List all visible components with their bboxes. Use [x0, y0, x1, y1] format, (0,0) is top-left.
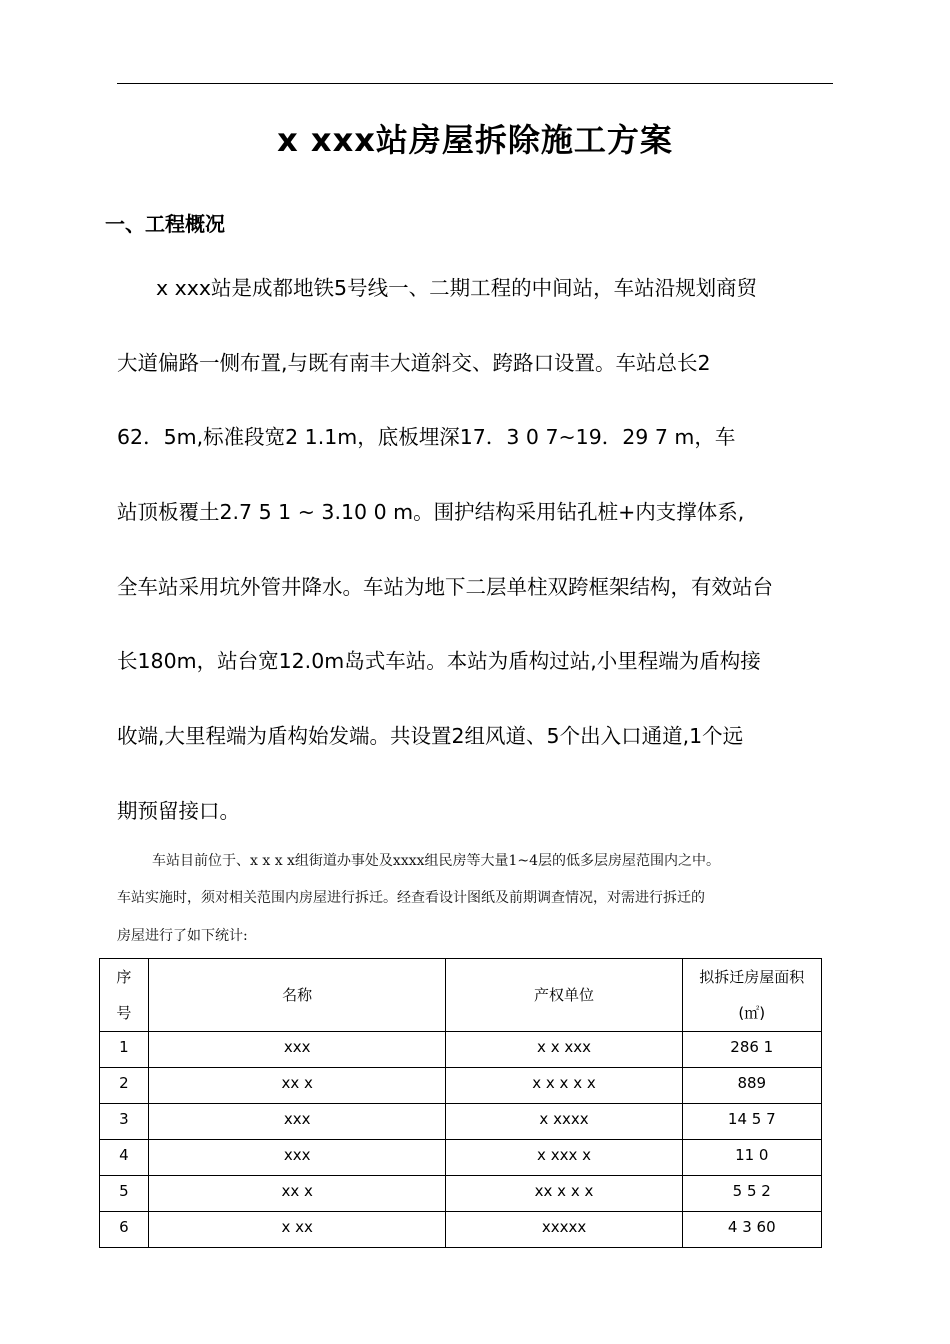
- cell-name: xx x: [148, 1176, 446, 1212]
- cell-owner: x xxxx: [446, 1104, 682, 1140]
- table-row: [100, 1140, 822, 1176]
- small-paragraph-line: 车站实施时，须对相关范围内房屋进行拆迁。经查看设计图纸及前期调查情况，对需进行拆迁的: [117, 890, 705, 906]
- paragraph-line: 62．5m,标准段宽2 1.1m，底板埋深17．3 0 7~19．29 7 m，车: [117, 425, 736, 449]
- paragraph-line: 全车站采用坑外管井降水。车站为地下二层单柱双跨框架结构，有效站台: [117, 575, 773, 599]
- cell-name: x xx: [148, 1212, 446, 1248]
- header-area: [682, 959, 821, 1032]
- cell-name: xxx: [148, 1032, 446, 1068]
- table-row: [100, 1212, 822, 1248]
- table-row: [100, 1032, 822, 1068]
- cell-index: 2: [100, 1068, 149, 1104]
- cell-index: 1: [100, 1032, 149, 1068]
- table-header-row: [100, 959, 822, 1032]
- cell-area: 4 3 60: [682, 1212, 821, 1248]
- document-title: x xxx站房屋拆除施工方案: [277, 121, 673, 159]
- paragraph-line: 期预留接口。: [117, 799, 240, 823]
- header-name: 名称: [148, 959, 446, 1032]
- paragraph-line: 长180m，站台宽12.0m岛式车站。本站为盾构过站,小里程端为盾构接: [117, 649, 761, 673]
- paragraph-line: 站顶板覆土2.7 5 1 ~ 3.10 0 m。围护结构采用钻孔桩+内支撑体系,: [117, 500, 745, 524]
- cell-index: 6: [100, 1212, 149, 1248]
- cell-name: xxx: [148, 1104, 446, 1140]
- cell-owner: xx x x x: [446, 1176, 682, 1212]
- demolition-table: [99, 958, 822, 1248]
- cell-owner: xxxxx: [446, 1212, 682, 1248]
- cell-area: 5 5 2: [682, 1176, 821, 1212]
- header-index-line1: 序: [116, 968, 132, 986]
- cell-name: xx x: [148, 1068, 446, 1104]
- paragraph-line: x xxx站是成都地铁5号线一、二期工程的中间站，车站沿规划商贸: [156, 276, 758, 300]
- cell-owner: x x xxx: [446, 1032, 682, 1068]
- cell-area: 286 1: [682, 1032, 821, 1068]
- small-paragraph-line: 房屋进行了如下统计:: [117, 928, 248, 944]
- cell-area: 14 5 7: [682, 1104, 821, 1140]
- header-index: [100, 959, 149, 1032]
- table-row: [100, 1068, 822, 1104]
- header-index-line2: 号: [116, 1004, 132, 1022]
- cell-index: 3: [100, 1104, 149, 1140]
- cell-name: xxx: [148, 1140, 446, 1176]
- cell-owner: x xxx x: [446, 1140, 682, 1176]
- header-area-line1: 拟拆迁房屋面积: [699, 968, 805, 986]
- section-heading: 一、工程概况: [105, 212, 225, 236]
- table-row: [100, 1104, 822, 1140]
- header-rule: [117, 83, 833, 84]
- small-paragraph-line: 车站目前位于、x x x x组街道办事处及xxxx组民房等大量1~4层的低多层房屋范围内之中。: [152, 853, 721, 869]
- header-owner: 产权单位: [446, 959, 682, 1032]
- cell-index: 5: [100, 1176, 149, 1212]
- table-row: [100, 1176, 822, 1212]
- paragraph-line: 收端,大里程端为盾构始发端。共设置2组风道、5个出入口通道,1个远: [117, 724, 744, 748]
- cell-area: 889: [682, 1068, 821, 1104]
- header-area-line2: (㎡): [738, 1004, 766, 1022]
- paragraph-line: 大道偏路一侧布置,与既有南丰大道斜交、跨路口设置。车站总长2: [117, 351, 711, 375]
- cell-area: 11 0: [682, 1140, 821, 1176]
- cell-index: 4: [100, 1140, 149, 1176]
- cell-owner: x x x x x: [446, 1068, 682, 1104]
